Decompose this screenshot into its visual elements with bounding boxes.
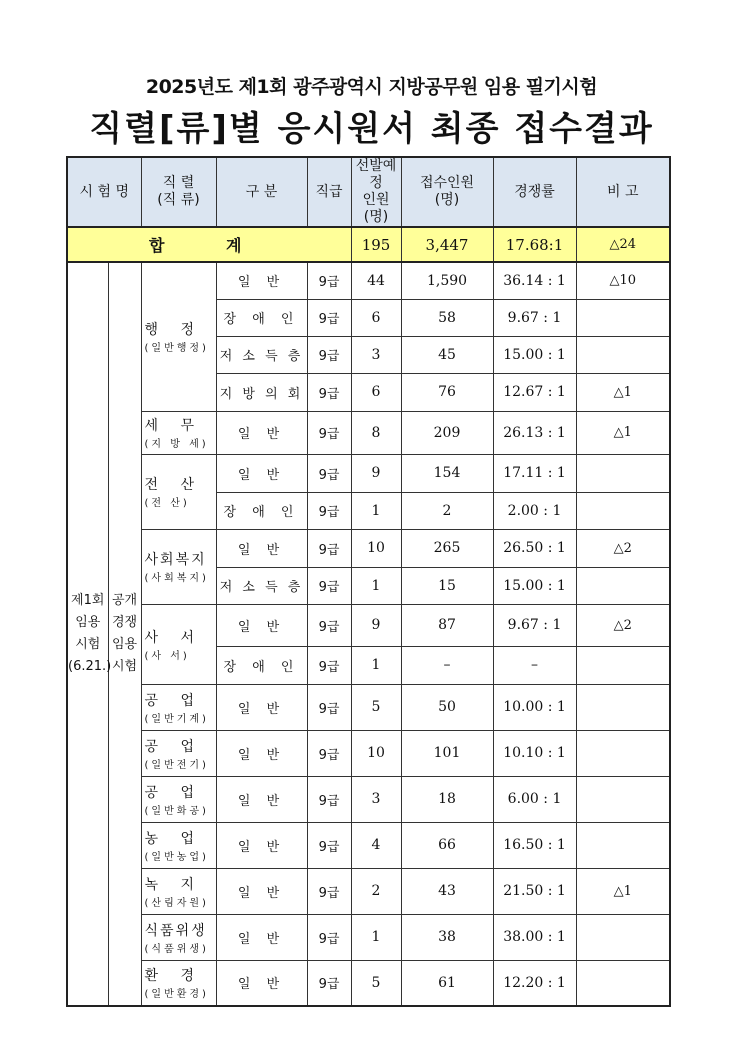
applicants-cell: 45	[401, 336, 493, 373]
series-subname: (식품위생)	[144, 943, 209, 955]
category-cell: 저 소 득 층	[216, 336, 307, 373]
series-cell	[141, 776, 216, 822]
remarks-cell	[576, 646, 670, 684]
remarks-cell: △10	[576, 262, 670, 299]
ratio-cell: 6.00 : 1	[493, 776, 576, 822]
category-cell: 일 반	[216, 262, 307, 299]
ratio-cell: 26.50 : 1	[493, 529, 576, 567]
ratio-cell: 16.50 : 1	[493, 822, 576, 868]
header-ratio: 경쟁률	[493, 157, 576, 227]
document-subtitle: 2025년도 제1회 광주광역시 지방공무원 임용 필기시험	[145, 76, 598, 98]
applicants-cell: 66	[401, 822, 493, 868]
category-cell: 일 반	[216, 529, 307, 567]
series-name: 환 경	[144, 968, 204, 985]
remarks-cell: △1	[576, 868, 670, 914]
ratio-cell: 9.67 : 1	[493, 299, 576, 336]
table-row	[67, 960, 670, 1006]
series-name: 농 업	[144, 830, 204, 847]
remarks-cell	[576, 299, 670, 336]
applicants-cell: 50	[401, 684, 493, 730]
table-row	[67, 604, 670, 646]
ratio-cell: 2.00 : 1	[493, 492, 576, 529]
series-cell	[141, 411, 216, 454]
remarks-cell	[576, 492, 670, 529]
applicants-cell: –	[401, 646, 493, 684]
series-name: 사 서	[144, 629, 204, 646]
category-cell: 장 애 인	[216, 646, 307, 684]
planned-cell: 1	[351, 646, 401, 684]
document-title: 직렬[류]별 응시원서 최종 접수결과	[89, 109, 654, 149]
series-cell	[141, 960, 216, 1006]
series-subname: (사 서)	[144, 650, 190, 662]
series-cell	[141, 454, 216, 529]
grade-cell: 9급	[307, 822, 351, 868]
exam-type: 공개 경쟁 임용 시험	[108, 262, 141, 1006]
total-applicants: 3,447	[401, 227, 493, 262]
planned-cell: 1	[351, 914, 401, 960]
series-cell	[141, 730, 216, 776]
planned-cell: 10	[351, 730, 401, 776]
applicants-cell: 15	[401, 567, 493, 604]
remarks-cell	[576, 730, 670, 776]
total-remarks: △24	[576, 227, 670, 262]
category-cell: 일 반	[216, 604, 307, 646]
applicants-cell: 18	[401, 776, 493, 822]
table-row	[67, 262, 670, 299]
header-planned: 선발예정 인원(명)	[351, 157, 401, 227]
ratio-cell: 9.67 : 1	[493, 604, 576, 646]
ratio-cell: 21.50 : 1	[493, 868, 576, 914]
planned-cell: 4	[351, 822, 401, 868]
exam-name: 제1회 임용 시험 (6.21.)	[67, 262, 108, 1006]
planned-cell: 1	[351, 492, 401, 529]
table-row	[67, 822, 670, 868]
series-name: 행 정	[144, 322, 204, 339]
applicants-cell: 61	[401, 960, 493, 1006]
series-name: 공 업	[144, 738, 204, 755]
header-remarks: 비 고	[576, 157, 670, 227]
applicants-cell: 209	[401, 411, 493, 454]
series-subname: (전 산)	[144, 498, 190, 509]
series-subname: (일반전기)	[144, 759, 209, 771]
table-row	[67, 868, 670, 914]
applicants-cell: 154	[401, 454, 493, 492]
category-cell: 지 방 의 회	[216, 373, 307, 411]
grade-cell: 9급	[307, 960, 351, 1006]
category-cell: 저 소 득 층	[216, 567, 307, 604]
applicants-cell: 2	[401, 492, 493, 529]
remarks-cell	[576, 914, 670, 960]
series-name: 사회복지	[144, 552, 207, 568]
remarks-cell	[576, 822, 670, 868]
remarks-cell	[576, 336, 670, 373]
planned-cell: 6	[351, 373, 401, 411]
grade-cell: 9급	[307, 454, 351, 492]
total-planned: 195	[351, 227, 401, 262]
applicants-cell: 76	[401, 373, 493, 411]
series-subname: (사회복지)	[144, 573, 209, 584]
grade-cell: 9급	[307, 604, 351, 646]
ratio-cell: 10.00 : 1	[493, 684, 576, 730]
planned-cell: 44	[351, 262, 401, 299]
results-table	[66, 156, 671, 1007]
grade-cell: 9급	[307, 529, 351, 567]
ratio-cell: 36.14 : 1	[493, 262, 576, 299]
remarks-cell: △2	[576, 604, 670, 646]
ratio-cell: 17.11 : 1	[493, 454, 576, 492]
series-name: 녹 지	[144, 876, 204, 893]
category-cell: 일 반	[216, 960, 307, 1006]
series-subname: (지 방 세)	[144, 439, 209, 450]
table-row	[67, 684, 670, 730]
category-cell: 장 애 인	[216, 299, 307, 336]
ratio-cell: 26.13 : 1	[493, 411, 576, 454]
category-cell: 일 반	[216, 684, 307, 730]
grade-cell: 9급	[307, 868, 351, 914]
series-name: 세 무	[144, 418, 204, 434]
applicants-cell: 101	[401, 730, 493, 776]
series-subname: (산림자원)	[144, 897, 209, 909]
series-cell	[141, 914, 216, 960]
grade-cell: 9급	[307, 492, 351, 529]
planned-cell: 5	[351, 960, 401, 1006]
applicants-cell: 265	[401, 529, 493, 567]
table-row	[67, 914, 670, 960]
remarks-cell	[576, 960, 670, 1006]
ratio-cell: 15.00 : 1	[493, 336, 576, 373]
applicants-cell: 87	[401, 604, 493, 646]
series-cell	[141, 868, 216, 914]
grade-cell: 9급	[307, 684, 351, 730]
category-cell: 일 반	[216, 822, 307, 868]
total-ratio: 17.68:1	[493, 227, 576, 262]
remarks-cell: △2	[576, 529, 670, 567]
series-name: 식품위생	[144, 922, 207, 939]
series-name: 전 산	[144, 477, 204, 493]
series-cell	[141, 604, 216, 684]
grade-cell: 9급	[307, 299, 351, 336]
planned-cell: 5	[351, 684, 401, 730]
grade-cell: 9급	[307, 373, 351, 411]
category-cell: 일 반	[216, 914, 307, 960]
header-row	[67, 157, 670, 227]
series-subname: (일반화공)	[144, 805, 209, 817]
planned-cell: 3	[351, 776, 401, 822]
series-subname: (일반기계)	[144, 713, 209, 725]
applicants-cell: 1,590	[401, 262, 493, 299]
series-name: 공 업	[144, 784, 204, 801]
category-cell: 일 반	[216, 868, 307, 914]
planned-cell: 6	[351, 299, 401, 336]
series-cell	[141, 822, 216, 868]
table-row	[67, 776, 670, 822]
series-cell	[141, 529, 216, 604]
grade-cell: 9급	[307, 336, 351, 373]
table-row	[67, 529, 670, 567]
total-row	[67, 227, 670, 262]
header-grade: 직급	[307, 157, 351, 227]
remarks-cell	[576, 567, 670, 604]
grade-cell: 9급	[307, 730, 351, 776]
planned-cell: 8	[351, 411, 401, 454]
header-exam: 시 험 명	[67, 157, 141, 227]
planned-cell: 9	[351, 604, 401, 646]
remarks-cell: △1	[576, 411, 670, 454]
series-cell	[141, 684, 216, 730]
grade-cell: 9급	[307, 914, 351, 960]
total-label: 합 계	[67, 227, 351, 262]
ratio-cell: 12.67 : 1	[493, 373, 576, 411]
series-cell	[141, 262, 216, 411]
header-series: 직 렬 (직 류)	[141, 157, 216, 227]
ratio-cell: –	[493, 646, 576, 684]
series-subname: (일반행정)	[144, 343, 209, 355]
header-applicants: 접수인원 (명)	[401, 157, 493, 227]
remarks-cell	[576, 776, 670, 822]
grade-cell: 9급	[307, 567, 351, 604]
remarks-cell	[576, 684, 670, 730]
header-category: 구 분	[216, 157, 307, 227]
planned-cell: 2	[351, 868, 401, 914]
applicants-cell: 38	[401, 914, 493, 960]
grade-cell: 9급	[307, 262, 351, 299]
ratio-cell: 12.20 : 1	[493, 960, 576, 1006]
table-row	[67, 730, 670, 776]
table-row	[67, 454, 670, 492]
category-cell: 일 반	[216, 454, 307, 492]
series-subname: (일반환경)	[144, 989, 209, 1001]
applicants-cell: 58	[401, 299, 493, 336]
category-cell: 일 반	[216, 411, 307, 454]
ratio-cell: 10.10 : 1	[493, 730, 576, 776]
category-cell: 장 애 인	[216, 492, 307, 529]
applicants-cell: 43	[401, 868, 493, 914]
planned-cell: 3	[351, 336, 401, 373]
series-subname: (일반농업)	[144, 851, 209, 863]
grade-cell: 9급	[307, 646, 351, 684]
table-row	[67, 411, 670, 454]
category-cell: 일 반	[216, 730, 307, 776]
grade-cell: 9급	[307, 411, 351, 454]
ratio-cell: 38.00 : 1	[493, 914, 576, 960]
planned-cell: 1	[351, 567, 401, 604]
planned-cell: 10	[351, 529, 401, 567]
grade-cell: 9급	[307, 776, 351, 822]
series-name: 공 업	[144, 692, 204, 709]
planned-cell: 9	[351, 454, 401, 492]
category-cell: 일 반	[216, 776, 307, 822]
remarks-cell: △1	[576, 373, 670, 411]
ratio-cell: 15.00 : 1	[493, 567, 576, 604]
remarks-cell	[576, 454, 670, 492]
